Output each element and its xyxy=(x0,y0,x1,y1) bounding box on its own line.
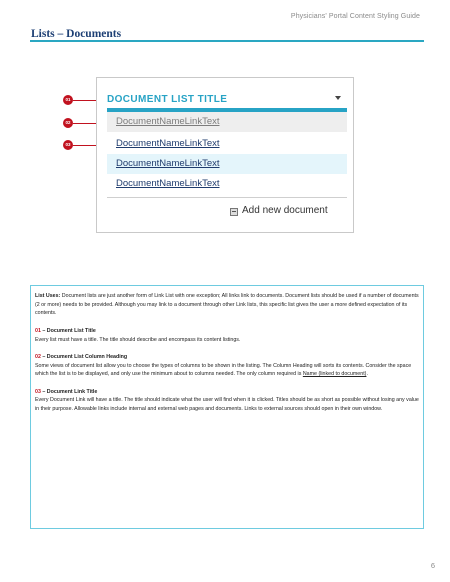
page-number: 6 xyxy=(430,561,435,570)
document-link[interactable]: DocumentNameLinkText xyxy=(107,134,347,154)
list-divider xyxy=(107,197,347,198)
item-02-text: Some views of document list allow you to choose the types of columns to be shown in the listing. The Column Heading will sorts its contents. Consider the space which the list is to be displayed, and only use the minimum about to columns needed. The only column required is xyxy=(35,362,412,378)
item-03-heading xyxy=(35,388,419,397)
item-01-text: Every list must have a title. The title should describe and encompass its content listings. xyxy=(35,336,241,343)
item-01-title: – Document List Title xyxy=(40,327,96,334)
list-uses-paragraph xyxy=(35,292,419,318)
document-link[interactable]: DocumentNameLinkText xyxy=(107,174,347,194)
callout-03-badge: 03 xyxy=(63,140,73,150)
item-03-number: 03 xyxy=(35,388,41,395)
item-02-heading xyxy=(35,353,419,362)
minus-box-icon[interactable] xyxy=(230,208,238,216)
document-list-title: DOCUMENT LIST TITLE xyxy=(107,94,228,105)
callout-01-arrow xyxy=(73,100,97,101)
item-02-title: – Document List Column Heading xyxy=(40,353,128,360)
list-uses-label: List Uses: xyxy=(35,293,61,299)
callout-01-badge: 01 xyxy=(63,95,73,105)
chevron-down-icon[interactable] xyxy=(335,96,341,100)
callout-02-badge: 02 xyxy=(63,118,73,128)
title-divider xyxy=(30,40,424,42)
document-list-example xyxy=(96,77,354,233)
item-03-title: – Document Link Title xyxy=(40,388,98,395)
item-02-number: 02 xyxy=(35,353,41,360)
item-01-heading xyxy=(35,327,419,336)
item-01-number: 01 xyxy=(35,327,41,334)
document-link[interactable]: DocumentNameLinkText xyxy=(107,154,347,174)
document-link[interactable]: DocumentNameLinkText xyxy=(107,112,347,132)
section-title: Lists – Documents xyxy=(31,28,122,40)
description-box xyxy=(30,285,424,529)
item-03-text: Every Document Link will have a title. The title should indicate what the user will find when it is clicked. Titles should be as short as possible without losing any value in their purpose. Allowable links include internal and external web pages and documents. Links to external sources should open in their own window. xyxy=(35,397,419,413)
list-uses-text: Document lists are just another form of Link List with one exception; All links link to documents. Document lists should be used if a number of documents (2 or more) needs to be provided. Although you may link to a document through other Link lists, this specific list gives the user a more defined expectation of its contents. xyxy=(35,293,419,317)
item-02-end: . xyxy=(366,371,368,378)
item-02-underlined-text: Name (linked to document) xyxy=(302,371,367,378)
item-02-paragraph xyxy=(35,362,419,379)
guide-header: Physicians' Portal Content Styling Guide xyxy=(290,13,420,20)
add-new-document-link[interactable]: Add new document xyxy=(242,205,328,216)
